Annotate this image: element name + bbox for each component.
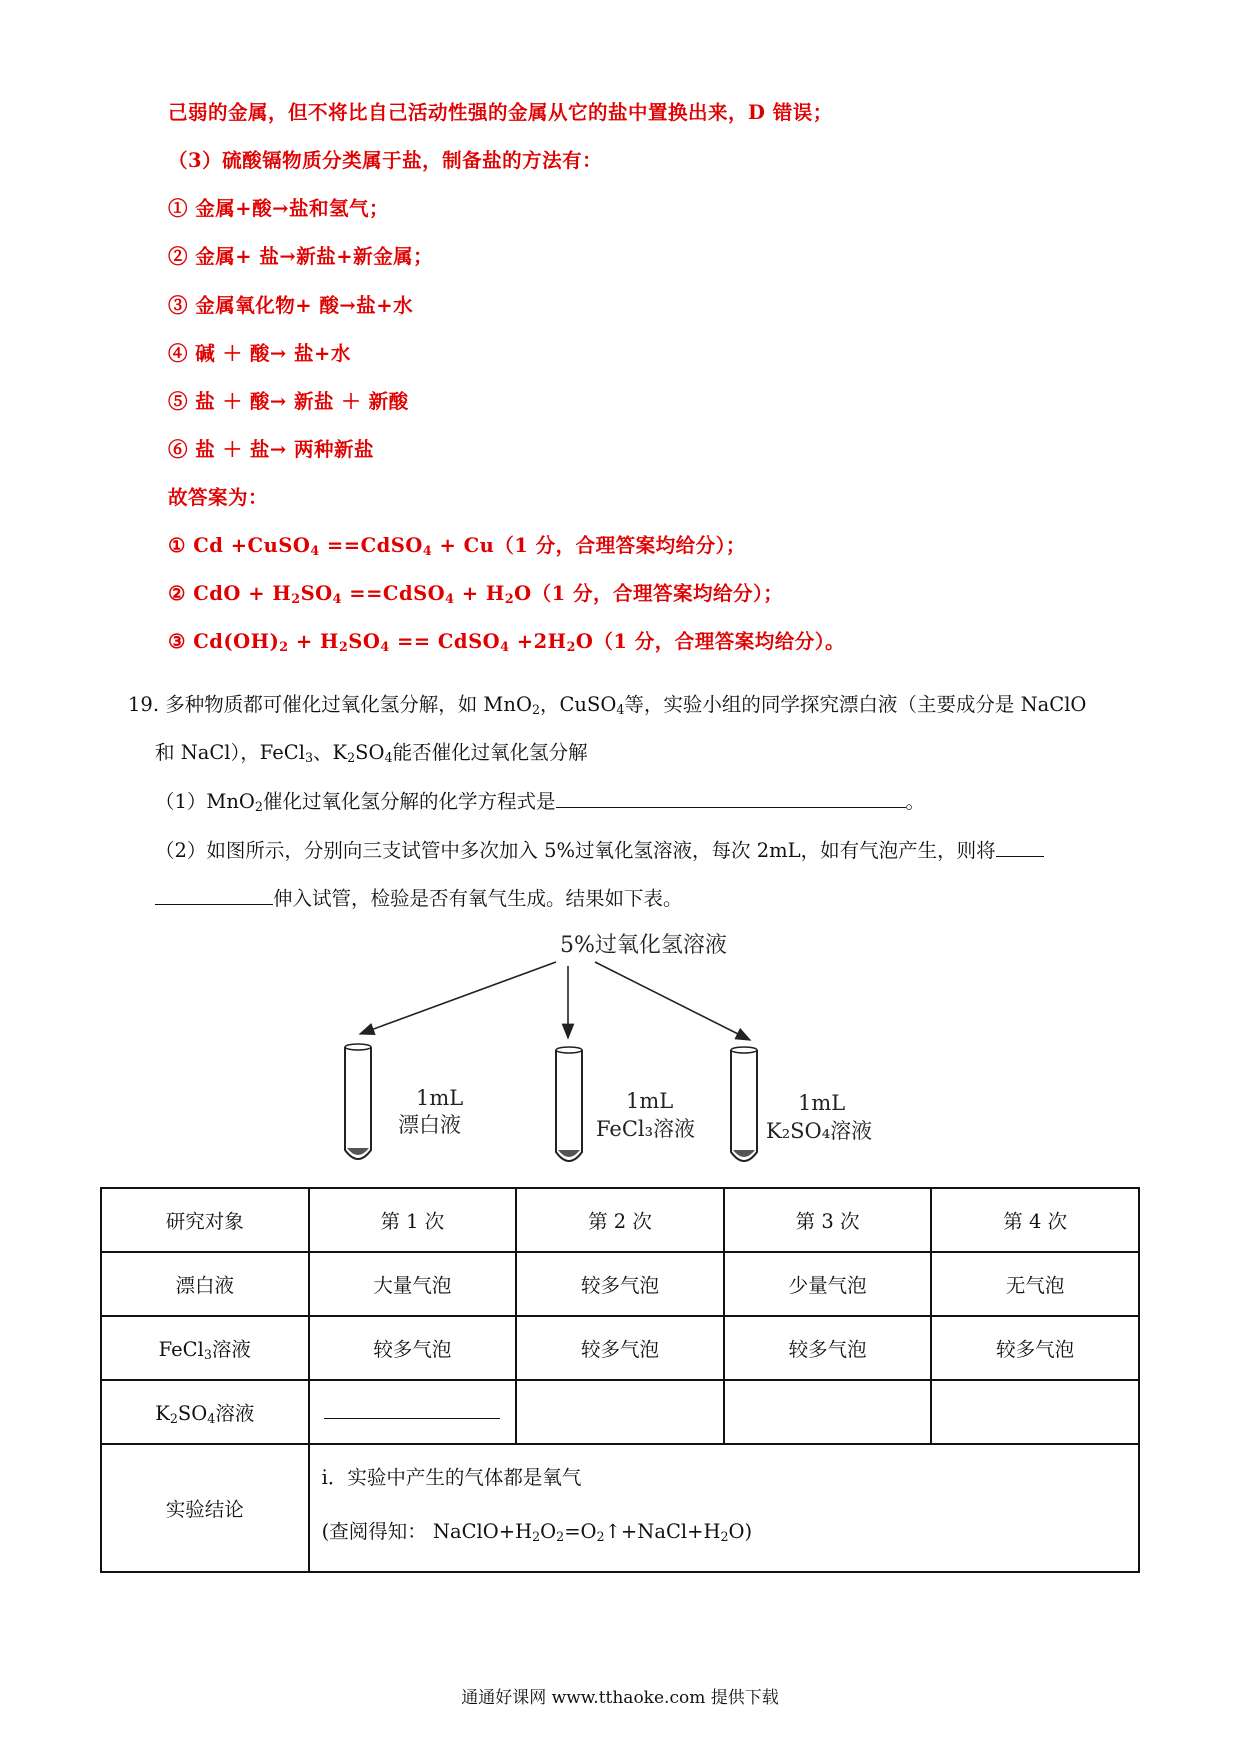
conclusion-line-1: i．实验中产生的气体都是氧气: [321, 1466, 582, 1490]
answer-blank-1[interactable]: [556, 787, 906, 808]
table-cell: [309, 1380, 517, 1444]
answer-line-5: ③ 金属氧化物+ 酸→盐+水: [168, 294, 414, 317]
page-footer: 通通好课网 www.tthaoke.com 提供下载: [461, 1688, 779, 1708]
table-cell: 较多气泡: [516, 1316, 724, 1380]
table-row: [101, 1444, 1139, 1572]
table-cell: 少量气泡: [724, 1252, 932, 1316]
header-cell: 研究对象: [101, 1188, 309, 1252]
table-row: [101, 1380, 1139, 1444]
table-cell: [724, 1380, 932, 1444]
table-cell: 较多气泡: [931, 1316, 1139, 1380]
question-19-part-1: （1）MnO$_2$催化过氧化氢分解的化学方程式是 。: [155, 786, 925, 814]
header-cell: 第 1 次: [309, 1188, 517, 1252]
header-cell: 第 2 次: [516, 1188, 724, 1252]
tube-2-volume: 1mL: [626, 1089, 674, 1113]
table-cell: 大量气泡: [309, 1252, 517, 1316]
row-label: $K_2SO_4$溶液: [101, 1380, 309, 1444]
question-19-part-2-line-1: （2）如图所示，分别向三支试管中多次加入 5%过氧化氢溶液，每次 2mL，如有气泡产生，则将: [155, 835, 1044, 863]
equation-answer-2: ② CdO + $H_2SO_4$ ==CdSO$_4$ + $H_2O(1$ 分，合理答案均给分）；: [168, 582, 784, 607]
test-tube-3: [731, 1047, 757, 1161]
test-tube-1: [345, 1044, 371, 1159]
answer-line-6: ④ 碱 ＋ 酸→ 盐+水: [168, 342, 351, 365]
answer-line-1: 己弱的金属，但不将比自己活动性强的金属从它的盐中置换出来，D 错误；: [168, 101, 833, 124]
table-row: [101, 1252, 1139, 1316]
table-cell: 较多气泡: [309, 1316, 517, 1380]
answer-line-8: ⑥ 盐 ＋ 盐→ 两种新盐: [168, 438, 374, 461]
row-label: 漂白液: [101, 1252, 309, 1316]
conclusion-cell: [309, 1444, 1139, 1572]
table-cell: 无气泡: [931, 1252, 1139, 1316]
test-tube-2: [556, 1047, 582, 1161]
answer-line-7: ⑤ 盐 ＋ 酸→ 新盐 ＋ 新酸: [168, 390, 409, 413]
answer-line-2: （3）硫酸镉物质分类属于盐，制备盐的方法有：: [168, 149, 603, 172]
header-cell: 第 4 次: [931, 1188, 1139, 1252]
row-label: 实验结论: [101, 1444, 309, 1572]
equation-answer-3: ③ $Cd(OH)_2 + H_2SO_4$ == CdSO$_4$ $+2H_2O(1$ 分，合理答案均给分）。: [168, 630, 845, 655]
arrow-left: [360, 962, 556, 1034]
answer-blank-2a[interactable]: [996, 836, 1044, 857]
table-cell: [931, 1380, 1139, 1444]
diagram-top-label: 5%过氧化氢溶液: [560, 933, 727, 958]
question-19-line-1: 19. 多种物质都可催化过氧化氢分解，如 MnO$_2$，CuSO$_4$等，实验小组的同学探究漂白液（主要成分是 NaClO: [128, 693, 1087, 718]
answer-line-9: 故答案为：: [168, 486, 269, 509]
test-tube-diagram: [330, 930, 930, 1170]
question-19-part-2-line-2: 伸入试管，检验是否有氧气生成。结果如下表。: [155, 883, 683, 911]
tube-1-solution: 漂白液: [398, 1113, 461, 1137]
tube-3-solution: K₂SO₄溶液: [766, 1119, 873, 1143]
results-table: [100, 1187, 1140, 1573]
conclusion-line-2: (查阅得知： $NaClO+H_2O_2=O_2↑+NaCl+H_2O$): [321, 1520, 753, 1545]
question-19-line-2: 和 NaCl），FeCl$_3$、$K_2SO_4$能否催化过氧化氢分解: [155, 741, 588, 766]
arrow-right: [595, 962, 750, 1040]
equation-answer-1: ① Cd +CuSO$_4$ ==CdSO$_4$ + Cu（1 分，合理答案均给分）；: [168, 534, 746, 559]
answer-line-4: ② 金属+ 盐→新盐+新金属；: [168, 245, 434, 268]
answer-blank-3[interactable]: [324, 1410, 500, 1419]
tube-1-volume: 1mL: [416, 1086, 464, 1110]
answer-blank-2b[interactable]: [155, 884, 273, 905]
answer-line-3: ① 金属+酸→盐和氢气；: [168, 197, 389, 220]
table-cell: 较多气泡: [724, 1316, 932, 1380]
header-cell: 第 3 次: [724, 1188, 932, 1252]
table-cell: [516, 1380, 724, 1444]
tube-3-volume: 1mL: [798, 1091, 846, 1115]
row-label: FeCl$_3$溶液: [101, 1316, 309, 1380]
table-header-row: [101, 1188, 1139, 1252]
table-row: [101, 1316, 1139, 1380]
table-cell: 较多气泡: [516, 1252, 724, 1316]
tube-2-solution: FeCl₃溶液: [596, 1117, 696, 1141]
